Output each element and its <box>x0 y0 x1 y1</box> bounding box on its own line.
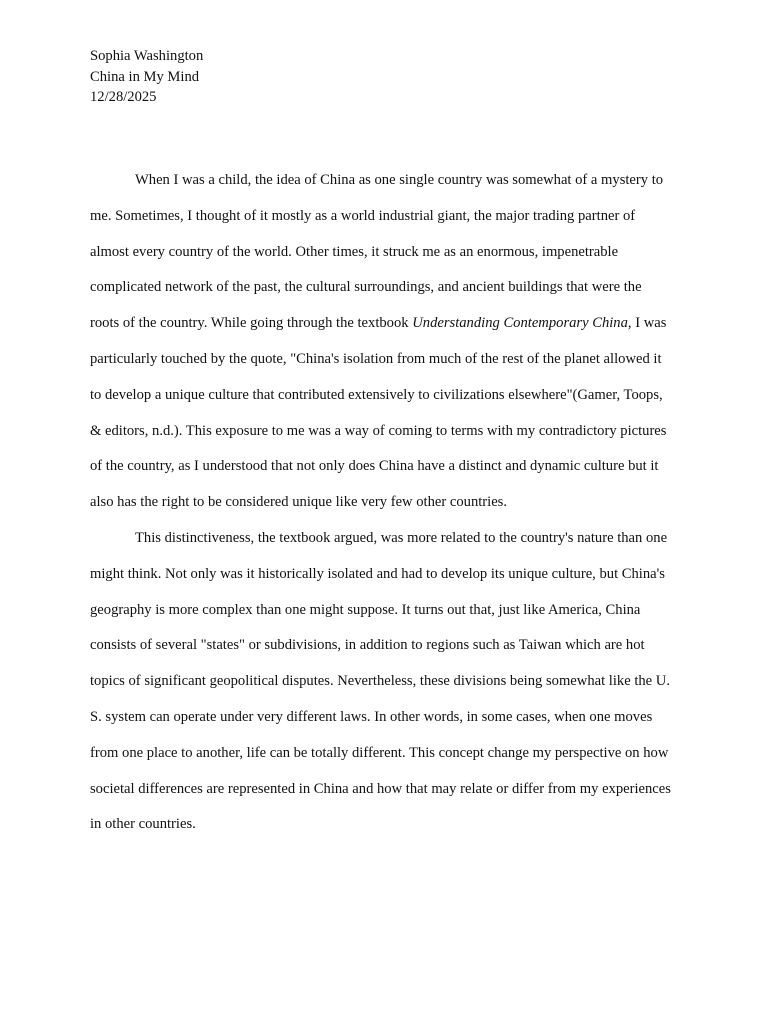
paragraph-1-part-2: , I was particularly touched by the quote, "China's isolation from much of the rest of the planet allowed it to develop a unique culture that contributed extensively to civilizations elsewhere"(Gamer, Toops, & editors, n.d.). This exposure to me was a way of coming to terms with my contradictory pictures of the country, as I understood that not only does China have a distinct and dynamic culture but it also has the right to be considered unique like very few other countries. <box>90 315 667 511</box>
book-title: Understanding Contemporary China <box>412 315 628 332</box>
author-name: Sophia Washington <box>90 48 204 64</box>
document-date: 12/28/2025 <box>90 89 157 105</box>
document-title: China in My Mind <box>90 68 200 85</box>
document-body <box>90 163 674 843</box>
document-header <box>90 46 203 108</box>
paragraph-2: This distinctiveness, the textbook argued, was more related to the country's nature than one might think. Not only was it historically isolated and had to develop its unique culture, but China's geography is more complex than one might suppose. It turns out that, just like America, China consists of several "states" or subdivisions, in addition to regions such as Taiwan which are hot topics of significant geopolitical disputes. Nevertheless, these divisions being somewhat like the U. S. system can operate under very different laws. In other words, in some cases, when one moves from one place to another, life can be totally different. This concept change my perspective on how societal differences are represented in China and how that may relate or differ from my experiences in other countries. <box>90 529 671 833</box>
paragraph-1 <box>90 163 674 521</box>
paragraph-1-part-1: When I was a child, the idea of China as one single country was somewhat of a mystery to me. Sometimes, I thought of it mostly as a world industrial giant, the major trading partner of almost every country of the world. Other times, it struck me as an enormous, impenetrable complicated network of the past, the cultural surroundings, and ancient buildings that were the roots of the country. While going through the textbook <box>90 172 664 332</box>
